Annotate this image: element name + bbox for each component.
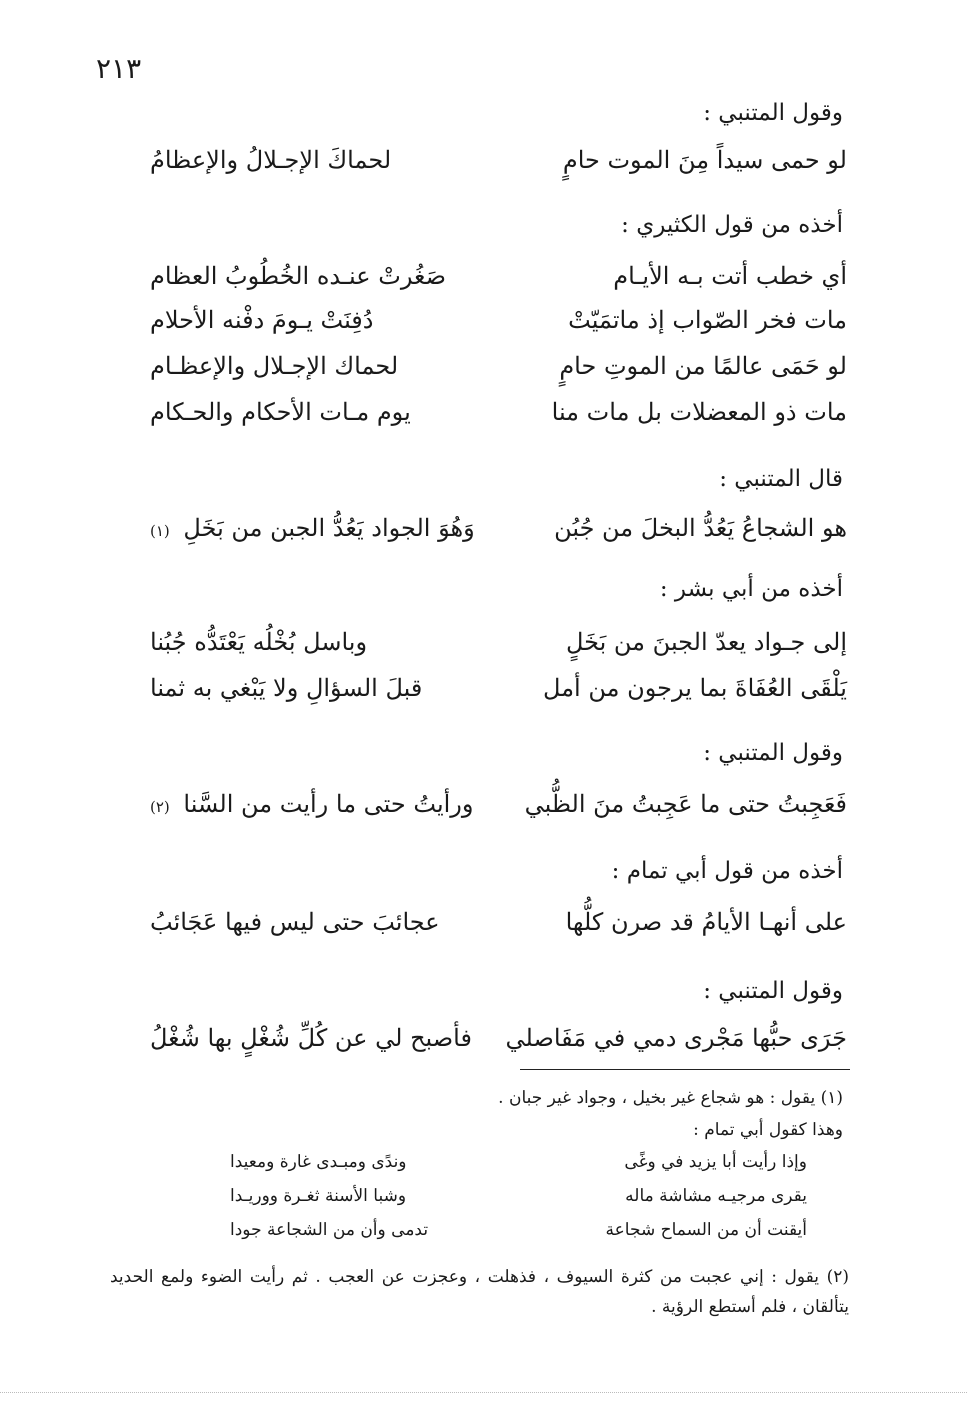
footnote-1: (١) يقول : هو شجاع غير بخيل ، وجواد غير جبان . [498, 1088, 843, 1108]
section-heading: وقول المتنبي : [703, 100, 843, 126]
verse-second-hemistich: تدمى وأن من الشجاعة جودا [230, 1220, 429, 1240]
verse-first-hemistich: أي خطب أتت بـه الأيـام [613, 262, 847, 290]
verse-second-hemistich: وندًى ومبـدى غارة ومعيدا [230, 1152, 407, 1172]
section-heading: أخذه من قول الكثيري : [621, 212, 843, 238]
verse-line [120, 790, 847, 830]
verse-second-hemistich: وباسل بُخْلُه يَعْتَدُّه جُبُنا [150, 628, 368, 656]
footnote-1-intro: وهذا كقول أبي تمام : [693, 1120, 843, 1140]
verse-second-hemistich: صَغُرتْ عنـده الخُطُوبُ العظام [150, 262, 447, 290]
verse-first-hemistich: لو حَمَى عالمًا من الموتِ حامٍ [559, 352, 847, 380]
verse-line [120, 352, 847, 392]
page-edge-artifact [0, 1392, 967, 1393]
verse-second-hemistich [150, 790, 473, 818]
footnote-verse-line [230, 1152, 807, 1182]
section-heading: وقول المتنبي : [703, 740, 843, 766]
footnote-marker: (٢) [150, 798, 170, 816]
footnote-verse-line [230, 1220, 807, 1250]
verse-second-text: وَهُوَ الجواد يَعُدُّ الجبن من بَخَلِ [183, 514, 475, 542]
verse-second-hemistich: يوم مـات الأحكام والحـكام [150, 398, 411, 426]
page-number: ٢١٣ [96, 52, 142, 85]
verse-first-hemistich: فَعَجِبتُ حتى ما عَجِبتُ منَ الظُّبي [524, 790, 847, 818]
verse-first-hemistich: يَلْقَى العُفَاةَ بما يرجون من أمل [543, 674, 847, 702]
verse-first-hemistich: إلى جـواد يعدّ الجبنَ من بَخَلٍ [565, 628, 847, 656]
footnote-verse-line [230, 1186, 807, 1216]
verse-first-hemistich: على أنهـا الأيامُ قد صرن كلُّها [565, 908, 847, 936]
verse-second-hemistich: قبلَ السؤالِ ولا يَبْغي به ثمنا [150, 674, 423, 702]
section-heading: أخذه من قول أبي تمام : [611, 858, 843, 884]
verse-second-hemistich: فأصبح لي عن كُلِّ شُغْلٍ بها شُغْلُ [150, 1024, 472, 1052]
verse-line [120, 514, 847, 554]
verse-line [120, 1024, 847, 1064]
verse-second-text: ورأيتُ حتى ما رأيت من السَّنا [183, 790, 474, 818]
verse-second-hemistich: عجائبَ حتى ليس فيها عَجَائبُ [150, 908, 440, 936]
verse-line [120, 262, 847, 302]
verse-first-hemistich: وإذا رأيت أبا يزيد في وغًى [624, 1152, 807, 1172]
verse-second-hemistich: لحماكَ الإجـلالُ والإعظامُ [150, 146, 392, 174]
section-heading: وقول المتنبي : [703, 978, 843, 1004]
verse-line [120, 146, 847, 186]
footnote-2: (٢) يقول : إني عجبت من كثرة السيوف ، فذهلت ، وعجزت عن العجب . ثم رأيت الضوء ولمع الحديد يتألقان ، فلم أستطع الرؤية . [110, 1267, 849, 1317]
verse-first-hemistich: لو حمى سيداً مِنَ الموت حامٍ [562, 146, 847, 174]
verse-first-hemistich: مات ذو المعضلات بل مات منا [551, 398, 847, 426]
verse-line [120, 674, 847, 714]
verse-first-hemistich: هو الشجاعُ يَعُدُّ البخلَ من جُبُن [554, 514, 847, 542]
verse-first-hemistich: جَرَى حبُّها مَجْرى دمي في مَفَاصلي [505, 1024, 847, 1052]
section-heading: أخذه من أبي بشر : [659, 576, 843, 602]
verse-second-hemistich: دُفِنَتْ يـومَ دفْنه الأحلام [150, 306, 374, 334]
verse-line [120, 306, 847, 346]
verse-line [120, 628, 847, 668]
verse-line [120, 908, 847, 948]
verse-second-hemistich: وشبا الأسنة ثغـرة ووريـدا [230, 1186, 407, 1206]
verse-second-hemistich: لحماك الإجـلال والإعظـام [150, 352, 399, 380]
footnote-marker: (١) [150, 522, 170, 540]
verse-first-hemistich: يقرى مرجيـه مشاشة ماله [625, 1186, 807, 1206]
verse-line [120, 398, 847, 438]
verse-second-hemistich [150, 514, 475, 542]
footnote-separator [520, 1069, 850, 1070]
verse-first-hemistich: أيقنت أن من السماح شجاعة [605, 1220, 807, 1240]
section-heading: قال المتنبي : [719, 466, 843, 492]
verse-first-hemistich: مات فخر الصّواب إذ ماتمَيّتْ [568, 306, 847, 334]
